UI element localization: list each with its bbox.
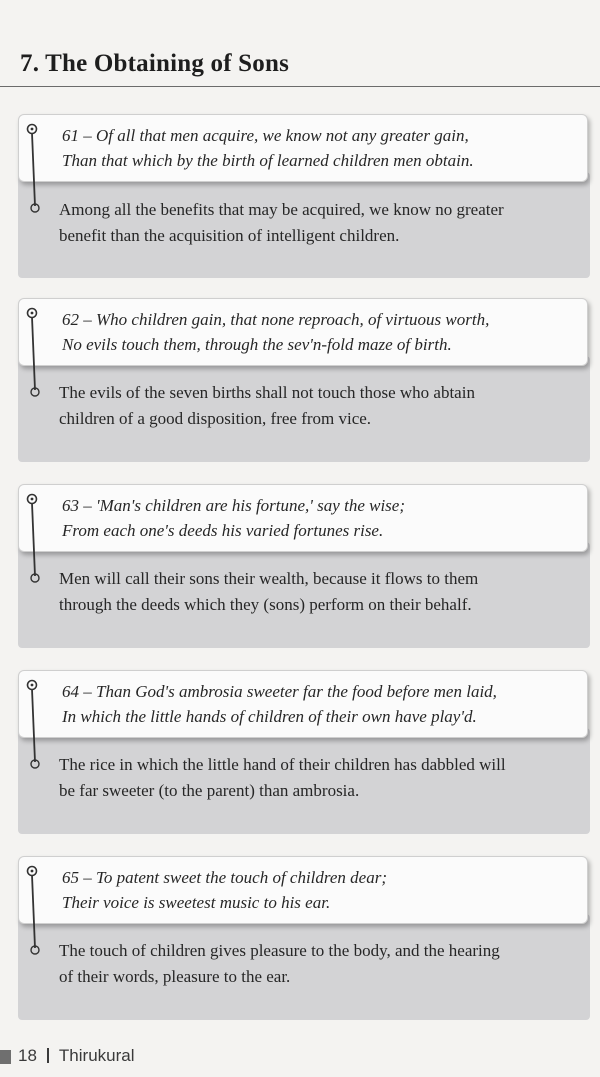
kural-block [18,114,590,280]
meaning-line: through the deeds which they (sons) perform on their behalf. [59,595,472,614]
meaning-text [59,380,584,432]
dash: – [83,310,92,329]
dash: – [83,126,92,145]
meaning-text [59,566,584,618]
verse-line: Than God's ambrosia sweeter far the food before men laid, [96,682,497,701]
verse-text [62,865,582,915]
title-divider [0,86,600,87]
dash: – [83,682,92,701]
meaning-text [59,938,584,990]
meaning-line: be far sweeter (to the parent) than ambrosia. [59,781,360,800]
kural-number: 64 [62,682,79,701]
meaning-line: Men will call their sons their wealth, because it flows to them [59,569,479,588]
verse-text [62,307,582,357]
dash: – [83,496,92,515]
meaning-text [59,197,584,249]
kural-number: 63 [62,496,79,515]
page-number: 18 [18,1046,37,1065]
verse-card [18,670,588,738]
meaning-line: The touch of children gives pleasure to the body, and the hearing [59,941,500,960]
meaning-line: benefit than the acquisition of intelligent children. [59,226,400,245]
kural-block [18,670,590,836]
verse-card [18,856,588,924]
verse-card [18,114,588,182]
page-footer [18,1046,135,1066]
meaning-line: The evils of the seven births shall not touch those who abtain [59,383,475,402]
pin-icon [26,492,40,584]
verse-line: To patent sweet the touch of children dear; [96,868,388,887]
pin-icon [26,864,40,956]
verse-card [18,298,588,366]
meaning-text [59,752,584,804]
meaning-line: of their words, pleasure to the ear. [59,967,291,986]
verse-line: 'Man's children are his fortune,' say the wise; [96,496,405,515]
kural-block [18,298,590,464]
meaning-line: The rice in which the little hand of their children has dabbled will [59,755,506,774]
verse-text [62,493,582,543]
dash: – [83,868,92,887]
footer-marker [0,1050,11,1064]
verse-line: Of all that men acquire, we know not any greater gain, [96,126,469,145]
verse-line: In which the little hands of children of their own have play'd. [62,707,477,726]
verse-line: Than that which by the birth of learned children men obtain. [62,151,474,170]
meaning-line: children of a good disposition, free from vice. [59,409,372,428]
verse-line: No evils touch them, through the sev'n-fold maze of birth. [62,335,452,354]
pin-icon [26,122,40,214]
kural-number: 61 [62,126,79,145]
book-title: Thirukural [58,1046,135,1065]
verse-line: Their voice is sweetest music to his ear. [62,893,331,912]
kural-block [18,856,590,1022]
pin-icon [26,678,40,770]
chapter-title: 7. The Obtaining of Sons [20,50,290,77]
verse-line: Who children gain, that none reproach, of virtuous worth, [96,310,490,329]
kural-block [18,484,590,650]
verse-card [18,484,588,552]
meaning-line: Among all the benefits that may be acquired, we know no greater [59,200,504,219]
kural-number: 62 [62,310,79,329]
verse-line: From each one's deeds his varied fortunes rise. [62,521,384,540]
footer-separator [47,1048,49,1063]
verse-text [62,679,582,729]
pin-icon [26,306,40,398]
verse-text [62,123,582,173]
kural-number: 65 [62,868,79,887]
